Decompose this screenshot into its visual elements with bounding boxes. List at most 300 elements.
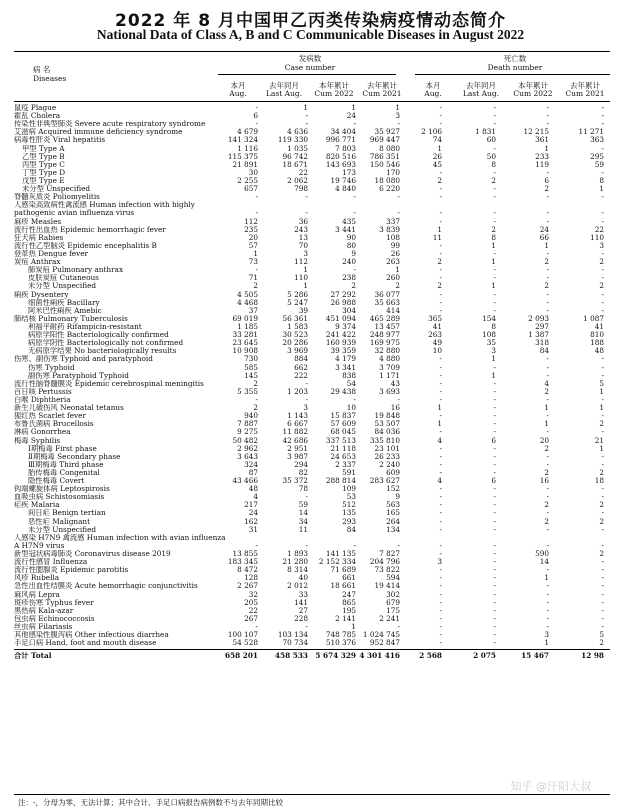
disease-name: 副伤寒 Paratyphoid Typhoid xyxy=(28,371,129,380)
value-cell: - xyxy=(439,240,442,250)
value-cell: - xyxy=(493,111,496,121)
value-cell: - xyxy=(439,573,442,583)
value-cell: 11 xyxy=(432,232,442,242)
value-cell: 7 803 xyxy=(335,143,356,153)
value-cell: 2 xyxy=(253,281,258,291)
value-cell: - xyxy=(601,605,604,615)
value-cell: 2 xyxy=(544,467,549,477)
value-cell: - xyxy=(601,273,604,283)
disease-name: 流行性脑脊髓膜炎 Epidemic cerebrospinal meningitis xyxy=(14,379,204,388)
value-cell: 2 xyxy=(253,378,258,388)
value-cell: 2 xyxy=(544,257,549,267)
value-cell: 2 xyxy=(351,281,356,291)
table-row xyxy=(14,177,610,185)
value-cell: - xyxy=(493,581,496,591)
value-cell: 2 xyxy=(491,224,496,234)
table-row xyxy=(14,193,610,201)
value-cell: - xyxy=(546,362,549,372)
value-cell: 324 xyxy=(244,459,258,469)
col3-header-en: Cum 2022 xyxy=(314,89,354,98)
value-cell: 657 xyxy=(244,184,258,194)
deaths-group-rule xyxy=(415,74,610,75)
col8-header-en: Cum 2021 xyxy=(565,89,605,98)
value-cell: - xyxy=(601,394,604,404)
value-cell: 50 xyxy=(486,151,496,161)
disease-name: 阿米巴性痢疾 Amebic xyxy=(28,306,102,315)
value-cell: - xyxy=(493,516,496,526)
value-cell: 260 xyxy=(386,273,400,283)
value-cell: 248 977 xyxy=(369,330,400,340)
disease-name: 麻风病 Lepra xyxy=(14,590,60,599)
table-row xyxy=(14,104,610,112)
value-cell: 141 135 xyxy=(325,549,356,559)
value-cell: 3 xyxy=(437,557,442,567)
value-cell: - xyxy=(493,508,496,518)
value-cell: 609 xyxy=(386,467,400,477)
value-cell: 228 xyxy=(294,613,308,623)
col1-header-cn: 本月 xyxy=(230,81,246,90)
col6-header-en: Last Aug. xyxy=(462,89,500,98)
value-cell: - xyxy=(439,443,442,453)
value-cell: 195 xyxy=(342,605,356,615)
value-cell: 70 xyxy=(298,240,308,250)
value-cell: - xyxy=(353,265,356,275)
value-cell: - xyxy=(439,378,442,388)
value-cell: 1 xyxy=(599,443,604,453)
value-cell: - xyxy=(601,143,604,153)
value-cell: 590 xyxy=(535,549,549,559)
disease-name: 细菌性痢疾 Bacillary xyxy=(28,298,100,307)
value-cell: - xyxy=(439,492,442,502)
value-cell: 4 505 xyxy=(237,289,258,299)
value-cell: - xyxy=(493,638,496,648)
value-cell: 838 xyxy=(342,370,356,380)
value-cell: 134 xyxy=(386,524,400,534)
value-cell: 1 xyxy=(491,257,496,267)
value-cell: 264 xyxy=(386,516,400,526)
col7-header-cn: 本年累计 xyxy=(518,81,548,90)
value-cell: 1 xyxy=(491,240,496,250)
value-cell: 19 746 xyxy=(330,175,356,185)
value-cell: 451 094 xyxy=(325,313,356,323)
value-cell: 20 286 xyxy=(282,338,308,348)
value-cell: - xyxy=(601,362,604,372)
value-cell: 16 xyxy=(390,403,400,413)
disease-name: 霍乱 Cholera xyxy=(14,112,61,121)
value-cell: 49 xyxy=(432,338,442,348)
value-cell: - xyxy=(601,589,604,599)
value-cell: - xyxy=(493,540,496,550)
table-row xyxy=(14,591,610,599)
value-cell: 361 xyxy=(535,135,549,145)
value-cell: 335 810 xyxy=(369,435,400,445)
disease-name: 戊型 Type E xyxy=(22,176,65,185)
value-cell: 35 663 xyxy=(374,297,400,307)
value-cell: 165 xyxy=(386,508,400,518)
value-cell: 112 xyxy=(294,257,308,267)
value-cell: 53 xyxy=(346,492,356,502)
value-cell: 19 414 xyxy=(374,581,400,591)
value-cell: - xyxy=(255,540,258,550)
value-cell: - xyxy=(601,581,604,591)
value-cell: 10 xyxy=(346,403,356,413)
value-cell: 29 438 xyxy=(330,386,356,396)
col4-header-cn: 去年累计 xyxy=(367,81,397,90)
value-cell: - xyxy=(493,589,496,599)
value-cell: 71 xyxy=(248,273,258,283)
value-cell: - xyxy=(353,192,356,202)
col5-header-en: Aug. xyxy=(424,89,442,98)
value-cell: 1 xyxy=(303,281,308,291)
value-cell: 1 xyxy=(395,103,400,112)
value-cell: 2 962 xyxy=(237,443,258,453)
value-cell: 14 xyxy=(298,508,308,518)
value-cell: - xyxy=(305,192,308,202)
value-cell: 4 840 xyxy=(335,184,356,194)
disease-name: 隐性梅毒 Covert xyxy=(28,477,85,486)
value-cell: 2 xyxy=(599,281,604,291)
value-cell: - xyxy=(493,273,496,283)
value-cell: - xyxy=(601,289,604,299)
value-cell: 175 xyxy=(386,605,400,615)
value-cell: 3 xyxy=(303,403,308,413)
value-cell: 31 xyxy=(248,524,258,534)
value-cell: - xyxy=(601,565,604,575)
value-cell: 7 887 xyxy=(237,419,258,429)
disease-name: 乙型 Type B xyxy=(22,152,65,161)
value-cell: 2 xyxy=(599,500,604,510)
value-cell: 68 045 xyxy=(330,427,356,437)
value-cell: - xyxy=(546,119,549,129)
value-cell: 798 xyxy=(294,184,308,194)
value-cell: - xyxy=(439,362,442,372)
value-cell: - xyxy=(493,557,496,567)
table-row xyxy=(14,128,610,136)
value-cell: 96 742 xyxy=(282,151,308,161)
footnote: 注：-，分母为零，无法计算；其中合计、手足口病报告病例数不与去年同期比较 xyxy=(18,798,284,807)
value-cell: - xyxy=(353,540,356,550)
table-row xyxy=(14,639,610,647)
value-cell: 730 xyxy=(244,354,258,364)
value-cell: 2 xyxy=(599,257,604,267)
value-cell: - xyxy=(601,573,604,583)
value-cell: 26 xyxy=(390,248,400,258)
value-cell: - xyxy=(601,192,604,202)
value-cell: 293 xyxy=(342,516,356,526)
cases-header-en: Case number xyxy=(284,63,336,72)
disease-name: 手足口病 Hand, foot and mouth disease xyxy=(14,639,157,648)
value-cell: - xyxy=(546,484,549,494)
value-cell: 84 xyxy=(346,524,356,534)
value-cell: 940 xyxy=(244,411,258,421)
value-cell: - xyxy=(439,581,442,591)
value-cell: 4 xyxy=(544,378,549,388)
table-row xyxy=(14,185,610,193)
disease-name: 未分型 Unspecified xyxy=(28,525,97,534)
value-cell: 69 019 xyxy=(232,313,258,323)
disease-name: Ⅲ期梅毒 Third phase xyxy=(28,460,104,469)
value-cell: 18 671 xyxy=(282,159,308,169)
value-cell: 15 467 xyxy=(521,651,549,661)
value-cell: - xyxy=(439,549,442,559)
value-cell: 247 xyxy=(342,589,356,599)
value-cell: - xyxy=(493,573,496,583)
value-cell: 3 xyxy=(544,630,549,640)
value-cell: 9 xyxy=(351,248,356,258)
value-cell: - xyxy=(439,508,442,518)
value-cell: 2 xyxy=(437,281,442,291)
table-row xyxy=(14,420,610,428)
value-cell: 4 301 416 xyxy=(359,651,400,661)
value-cell: - xyxy=(397,119,400,129)
value-cell: 1 xyxy=(599,403,604,413)
col8-header-cn: 去年累计 xyxy=(570,81,600,90)
table-row xyxy=(14,169,610,177)
value-cell: 24 xyxy=(539,224,549,234)
value-cell: 204 796 xyxy=(369,557,400,567)
disease-name: 病原学阴性 Bacteriologically not confirmed xyxy=(28,339,184,348)
value-cell: 41 xyxy=(594,321,604,331)
value-cell: 238 xyxy=(342,273,356,283)
value-cell: 2 062 xyxy=(287,175,308,185)
value-cell: - xyxy=(255,622,258,632)
value-cell: - xyxy=(255,192,258,202)
value-cell: 295 xyxy=(590,151,604,161)
value-cell: - xyxy=(493,119,496,129)
value-cell: 5 355 xyxy=(237,386,258,396)
value-cell: - xyxy=(493,103,496,112)
value-cell: 78 xyxy=(298,484,308,494)
value-cell: - xyxy=(493,208,496,218)
value-cell: 2 xyxy=(437,257,442,267)
disease-name: 百日咳 Pertussis xyxy=(14,387,72,396)
value-cell: - xyxy=(439,265,442,275)
value-cell: 41 xyxy=(432,321,442,331)
value-cell: 865 xyxy=(342,597,356,607)
value-cell: 952 847 xyxy=(369,638,400,648)
value-cell: 2 106 xyxy=(421,127,442,137)
value-cell: - xyxy=(601,508,604,518)
value-cell: 4 xyxy=(253,492,258,502)
value-cell: - xyxy=(493,427,496,437)
disease-name: 未分型 Unspecified xyxy=(28,282,97,291)
value-cell: - xyxy=(601,265,604,275)
value-cell: 1 387 xyxy=(528,330,549,340)
disease-name: 脊髓灰质炎 Poliomyelitis xyxy=(14,193,100,202)
value-cell: 19 848 xyxy=(374,411,400,421)
deaths-header-cn: 死亡数 xyxy=(503,54,527,63)
value-cell: 267 xyxy=(244,613,258,623)
value-cell: 24 653 xyxy=(330,451,356,461)
value-cell: 8 314 xyxy=(287,565,308,575)
value-cell: - xyxy=(546,411,549,421)
disease-name: 人感染高致病性禽流感 Human infection with highly pathogenic avian influenza virus xyxy=(14,201,195,218)
value-cell: 1 185 xyxy=(237,321,258,331)
disease-name: 白喉 Diphtheria xyxy=(14,395,71,404)
disease-name: 胎传梅毒 Congenital xyxy=(28,468,100,477)
value-cell: 337 xyxy=(386,216,400,226)
value-cell: 2 075 xyxy=(473,651,496,661)
value-cell: - xyxy=(546,589,549,599)
value-cell: - xyxy=(546,111,549,121)
value-cell: 82 xyxy=(298,467,308,477)
value-cell: 1 xyxy=(544,143,549,153)
value-cell: - xyxy=(353,394,356,404)
table-row xyxy=(14,307,610,315)
value-cell: 1 xyxy=(599,386,604,396)
value-cell: 2 xyxy=(544,386,549,396)
value-cell: 1 xyxy=(544,419,549,429)
value-cell: 43 466 xyxy=(232,476,258,486)
table-row xyxy=(14,518,610,526)
value-cell: - xyxy=(546,103,549,112)
value-cell: 27 xyxy=(298,605,308,615)
value-cell: 222 xyxy=(294,370,308,380)
value-cell: 18 xyxy=(594,476,604,486)
table-row xyxy=(14,323,610,331)
value-cell: 365 xyxy=(428,313,442,323)
disease-name: 登革热 Dengue fever xyxy=(14,249,89,258)
table-row xyxy=(14,469,610,477)
value-cell: 12 98 xyxy=(581,651,604,661)
value-cell: 9 275 xyxy=(237,427,258,437)
value-cell: - xyxy=(439,427,442,437)
disease-name: 丁型 Type D xyxy=(22,168,66,177)
value-cell: - xyxy=(546,581,549,591)
value-cell: 73 822 xyxy=(374,565,400,575)
disease-name: 炭疽 Anthrax xyxy=(14,258,61,267)
value-cell: - xyxy=(439,394,442,404)
value-cell: - xyxy=(439,305,442,315)
value-cell: 26 988 xyxy=(330,297,356,307)
value-cell: - xyxy=(601,167,604,177)
value-cell: 2 337 xyxy=(335,459,356,469)
table-row xyxy=(14,364,610,372)
value-cell: 510 376 xyxy=(325,638,356,648)
value-cell: - xyxy=(439,589,442,599)
value-cell: 32 880 xyxy=(374,346,400,356)
value-cell: - xyxy=(439,111,442,121)
value-cell: 1 xyxy=(599,184,604,194)
value-cell: 48 xyxy=(594,346,604,356)
value-cell: - xyxy=(601,297,604,307)
value-cell: - xyxy=(439,500,442,510)
value-cell: 2 xyxy=(437,175,442,185)
value-cell: 128 xyxy=(244,573,258,583)
value-cell: 141 324 xyxy=(227,135,258,145)
disease-name: 病毒性肝炎 Viral hepatitis xyxy=(14,136,106,145)
value-cell: 1 143 xyxy=(287,411,308,421)
value-cell: - xyxy=(601,103,604,112)
table-row xyxy=(14,226,610,234)
value-cell: 11 xyxy=(298,524,308,534)
value-cell: 4 679 xyxy=(237,127,258,137)
header-bottom-rule xyxy=(14,101,610,102)
value-cell: - xyxy=(601,208,604,218)
value-cell: 996 771 xyxy=(325,135,356,145)
disease-name: Ⅰ期梅毒 First phase xyxy=(28,444,97,453)
value-cell: 1 xyxy=(395,265,400,275)
value-cell: 4 179 xyxy=(335,354,356,364)
value-cell: - xyxy=(255,394,258,404)
value-cell: - xyxy=(493,524,496,534)
value-cell: - xyxy=(546,305,549,315)
value-cell: 2 xyxy=(395,281,400,291)
disease-name: 疟疾 Malaria xyxy=(14,501,60,510)
table-row xyxy=(14,339,610,347)
disease-name: 其他感染性腹泻病 Other infectious diarrhea xyxy=(14,631,169,640)
disease-name: 合计 Total xyxy=(14,652,52,661)
value-cell: - xyxy=(546,394,549,404)
value-cell: 4 xyxy=(437,476,442,486)
value-cell: 39 359 xyxy=(330,346,356,356)
disease-name: 丝虫病 Filariasis xyxy=(14,623,73,632)
value-cell: 7 827 xyxy=(379,549,400,559)
col5-header-cn: 本月 xyxy=(425,81,441,90)
value-cell: 13 xyxy=(298,232,308,242)
value-cell: 2 xyxy=(544,443,549,453)
value-cell: 18 661 xyxy=(330,581,356,591)
disease-name: 麻疹 Measles xyxy=(14,217,62,226)
value-cell: 2 093 xyxy=(528,313,549,323)
value-cell: - xyxy=(493,605,496,615)
col4-header-en: Cum 2021 xyxy=(362,89,402,98)
value-cell: 152 xyxy=(386,484,400,494)
value-cell: 235 xyxy=(244,224,258,234)
value-cell: 42 686 xyxy=(282,435,308,445)
value-cell: 1 831 xyxy=(475,127,496,137)
table-row xyxy=(14,120,610,128)
value-cell: 13 855 xyxy=(232,549,258,559)
disease-name: Ⅱ期梅毒 Secondary phase xyxy=(28,452,121,461)
value-cell: 3 987 xyxy=(287,451,308,461)
disease-name: 肺炭疽 Pulmonary anthrax xyxy=(28,266,124,275)
disease-name: 新型冠状病毒肺炎 Coronavirus disease 2019 xyxy=(14,550,171,559)
value-cell: - xyxy=(439,622,442,632)
value-cell: 40 xyxy=(298,573,308,583)
disease-name: 急性出血性结膜炎 Acute hemorrhagic conjunctivitis xyxy=(14,582,198,591)
table-row xyxy=(14,461,610,469)
value-cell: 3 xyxy=(303,248,308,258)
value-cell: 3 441 xyxy=(335,224,356,234)
value-cell: - xyxy=(546,427,549,437)
value-cell: - xyxy=(493,394,496,404)
value-cell: 84 xyxy=(539,346,549,356)
value-cell: - xyxy=(397,208,400,218)
table-row xyxy=(14,485,610,493)
value-cell: - xyxy=(439,467,442,477)
value-cell: 4 636 xyxy=(287,127,308,137)
value-cell: - xyxy=(439,565,442,575)
value-cell: - xyxy=(305,111,308,121)
value-cell: 2 951 xyxy=(287,443,308,453)
value-cell: 71 689 xyxy=(330,565,356,575)
value-cell: - xyxy=(397,540,400,550)
disease-name: 恶性疟 Malignant xyxy=(28,517,91,526)
value-cell: 2 xyxy=(544,184,549,194)
value-cell: 1 583 xyxy=(287,321,308,331)
table-row xyxy=(14,153,610,161)
value-cell: - xyxy=(493,184,496,194)
value-cell: - xyxy=(493,467,496,477)
page-title-cn: 2022 年 8 月中国甲乙丙类传染病疫情动态简介 xyxy=(115,11,506,31)
value-cell: - xyxy=(439,119,442,129)
value-cell: 1 xyxy=(437,419,442,429)
value-cell: 6 667 xyxy=(287,419,308,429)
value-cell: 2 240 xyxy=(379,459,400,469)
value-cell: 11 271 xyxy=(578,127,604,137)
value-cell: - xyxy=(255,208,258,218)
